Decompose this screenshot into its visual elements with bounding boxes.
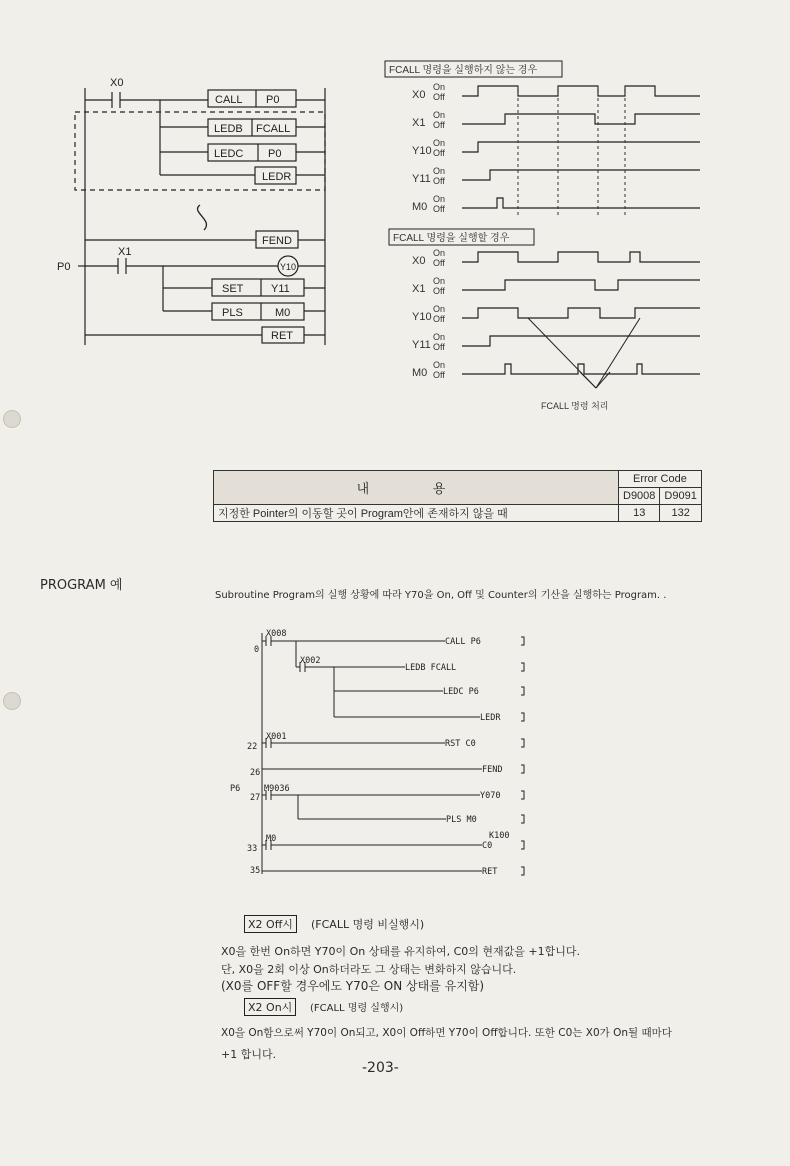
ladder-contact-label: X0	[110, 77, 124, 89]
instr-fend: FEND	[482, 765, 503, 775]
coil-call: CALL	[215, 94, 243, 106]
coil-fend: FEND	[262, 235, 292, 247]
off-label: Off	[433, 342, 445, 352]
step-26: 26	[250, 768, 261, 778]
instruction-bracket	[521, 663, 524, 671]
instruction-bracket	[521, 713, 524, 721]
instruction-bracket	[521, 815, 524, 823]
instruction-bracket	[521, 765, 524, 773]
chart1-title: FCALL 명령을 실행하지 않는 경우	[389, 65, 538, 76]
coil-ledr: LEDR	[262, 171, 292, 183]
instr-call: CALL P6	[445, 637, 481, 647]
instr-ret: RET	[482, 867, 498, 877]
case1-line3: (X0를 OFF할 경우에도 Y70은 ON 상태를 유지함)	[221, 979, 485, 993]
on-label: On	[433, 138, 446, 148]
table-row-val-1: 13	[619, 505, 660, 522]
page-number: -203-	[362, 1060, 399, 1076]
step-27: 27	[250, 793, 261, 803]
case2-line2: +1 합니다.	[221, 1048, 277, 1061]
signal-label: X0	[412, 89, 426, 101]
ladder-pointer-label: P0	[57, 261, 71, 273]
contact-x002: X002	[300, 656, 321, 666]
on-label: On	[433, 82, 446, 92]
coil-y10: Y10	[280, 262, 297, 272]
step-33: 33	[247, 844, 258, 854]
signal-label: Y10	[412, 145, 432, 157]
instr-ledc: LEDC P6	[443, 687, 479, 697]
coil-ledb-arg: FCALL	[256, 123, 291, 135]
coil-ledc-arg: P0	[268, 148, 282, 160]
instr-ledr: LEDR	[480, 713, 501, 723]
program-heading: PROGRAM 예	[40, 578, 123, 593]
instruction-bracket	[521, 637, 524, 645]
signal-label: M0	[412, 367, 428, 379]
coil-call-pointer: P0	[266, 94, 280, 106]
off-label: Off	[433, 314, 445, 324]
program-description: Subroutine Program의 실행 상황에 따라 Y70을 On, Off 및 Counter의 기산을 실행하는 Program. .	[215, 590, 667, 601]
on-label: On	[433, 110, 446, 120]
instr-ledb: LEDB FCALL	[405, 663, 457, 673]
off-label: Off	[433, 92, 445, 102]
coil-ledc: LEDC	[214, 148, 244, 160]
table-header-content: 내 용	[214, 471, 619, 505]
signal-label: X0	[412, 255, 426, 267]
contact-m9036: M9036	[264, 784, 290, 794]
fcall-annotation: FCALL 명령 처리	[541, 401, 609, 411]
ladder-contact-label: X1	[118, 246, 132, 258]
instruction-bracket	[521, 739, 524, 747]
on-label: On	[433, 194, 446, 204]
off-label: Off	[433, 204, 445, 214]
case1-box: X2 Off시	[244, 915, 297, 933]
signal-label: X1	[412, 283, 426, 295]
step-0: 0	[254, 645, 260, 655]
table-row-val-2: 132	[660, 505, 701, 522]
signal-label: M0	[412, 201, 428, 213]
on-label: On	[433, 248, 446, 258]
on-label: On	[433, 276, 446, 286]
instruction-bracket	[521, 841, 524, 849]
chart2-title: FCALL 명령을 실행할 경우	[393, 233, 510, 244]
case2-box: X2 On시	[244, 998, 296, 1016]
instruction-bracket	[521, 867, 524, 875]
on-label: On	[433, 332, 446, 342]
table-row-desc: 지정한 Pointer의 이동할 곳이 Program안에 존재하지 않을 때	[214, 505, 619, 522]
case1-desc: (FCALL 명령 비실행시)	[311, 918, 425, 931]
case2-line1: X0을 On함으로써 Y70이 On되고, X0이 Off하면 Y70이 Off합니다. 또한 C0는 X0가 On될 때마다	[221, 1027, 672, 1039]
case1-line2: 단, X0을 2회 이상 On하더라도 그 상태는 변화하지 않습니다.	[221, 963, 517, 976]
coil-ret: RET	[271, 330, 293, 342]
on-label: On	[433, 166, 446, 176]
off-label: Off	[433, 258, 445, 268]
table-col-d9091: D9091	[660, 488, 701, 505]
instr-rst: RST C0	[445, 739, 476, 749]
table-col-d9008: D9008	[619, 488, 660, 505]
on-label: On	[433, 304, 446, 314]
case1-line1: X0을 한번 On하면 Y70이 On 상태를 유지하여, C0의 현재값을 +1합니다.	[221, 945, 581, 958]
counter-const: K100	[489, 831, 510, 841]
coil-set-arg: Y11	[271, 283, 290, 295]
signal-label: Y11	[412, 173, 431, 185]
case2-desc: (FCALL 명령 실행시)	[310, 1003, 404, 1014]
contact-x001: X001	[266, 732, 287, 742]
contact-m0: M0	[266, 834, 277, 844]
off-label: Off	[433, 370, 445, 380]
coil-pls: PLS	[222, 307, 243, 319]
coil-pls-arg: M0	[275, 307, 291, 319]
instruction-bracket	[521, 791, 524, 799]
program-pointer: P6	[230, 784, 241, 794]
contact-x008: X008	[266, 629, 287, 639]
off-label: Off	[433, 286, 445, 296]
step-35: 35	[250, 866, 261, 876]
on-label: On	[433, 360, 446, 370]
coil-set: SET	[222, 283, 244, 295]
signal-label: Y10	[412, 311, 432, 323]
table-header-error-code: Error Code	[619, 471, 702, 488]
off-label: Off	[433, 148, 445, 158]
off-label: Off	[433, 176, 445, 186]
instruction-bracket	[521, 687, 524, 695]
coil-ledb: LEDB	[214, 123, 243, 135]
instr-pls: PLS M0	[446, 815, 477, 825]
signal-label: Y11	[412, 339, 431, 351]
off-label: Off	[433, 120, 445, 130]
signal-label: X1	[412, 117, 426, 129]
step-22: 22	[247, 742, 258, 752]
instr-y070: Y070	[480, 791, 501, 801]
instr-counter: C0	[482, 841, 493, 851]
